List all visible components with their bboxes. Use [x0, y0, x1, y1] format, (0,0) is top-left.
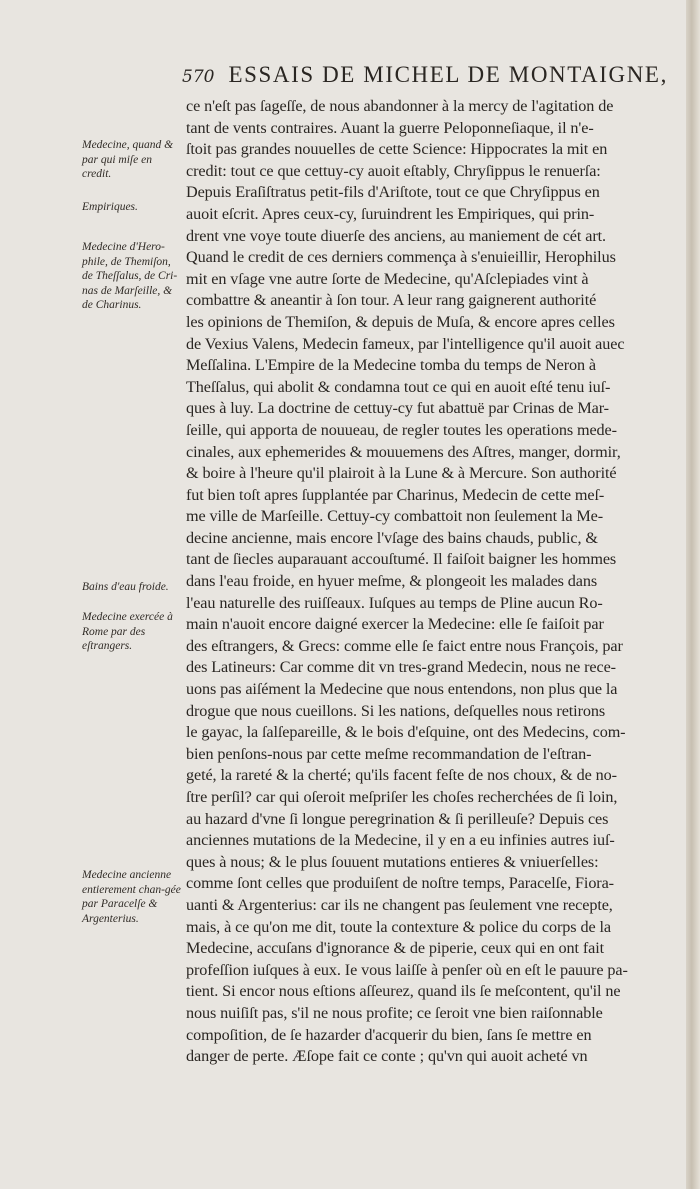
text-line: ce n'eſt pas ſageſſe, de nous abandonner à la mercy de l'agitation de — [186, 97, 614, 115]
text-line: drogue que nous cueillons. Si les nations, deſquelles nous retirons — [186, 701, 606, 720]
text-line: main n'auoit encore daigné exercer la Medecine: elle ſe faiſoit par — [186, 615, 604, 634]
text-line: les opinions de Themiſon, & depuis de Muſa, & encore apres celles — [186, 312, 615, 331]
text-line: tant de vents contraires. Auant la guerre Peloponneſiaque, il n'e- — [186, 118, 594, 137]
margin-note-medecine-herophile: Medecine d'Hero-phile, de Themiſon, de Theſſalus, de Cri-nas de Marſeille, & de Charinus. — [82, 241, 178, 312]
text-line: drent vne voye toute diuerſe des anciens, au maniement de cét art. — [186, 226, 606, 245]
text-line: Meſſalina. L'Empire de la Medecine tomba du temps de Neron à — [186, 356, 597, 375]
margin-note-paracelse: Medecine ancienne entierement chan-gée par Paracelſe & Argenterius. — [82, 869, 181, 925]
text-line: des Latineurs: Car comme dit vn tres-grand Medecin, nous ne rece- — [186, 658, 616, 677]
text-line: mais, à ce qu'on me dit, toute la contexture & police du corps de la — [186, 917, 611, 936]
text-line: auoit eſcrit. Apres ceux-cy, ſuruindrent les Empiriques, qui prin- — [186, 204, 595, 223]
text-line: uons pas aiſément la Medecine que nous entendons, non plus que la — [186, 680, 618, 699]
text-line: Medecine, accuſans d'ignorance & de piperie, ceux qui en ont fait — [186, 939, 605, 958]
text-line: & boire à l'heure qu'il plairoit à la Lune & à Mercure. Son authorité — [186, 464, 617, 483]
text-line: dans l'eau froide, en hyuer meſme, & plongeoit les malades dans — [186, 572, 598, 591]
text-line: bien penſons-nous par cette meſme recommandation de l'eſtran- — [186, 744, 592, 763]
text-line: ſtre perſil? car qui oſeroit meſpriſer les choſes recherchées de ſi loin, — [186, 788, 618, 806]
margin-note-bains-froide: Bains d'eau froide. — [82, 581, 169, 593]
text-line: danger de perte. Æſope fait ce conte ; qu'vn qui auoit acheté vn — [186, 1047, 588, 1066]
margin-note-medecine-credit: Medecine, quand & par qui miſe en credit. — [82, 139, 174, 181]
text-line: nous nuiſiſt pas, s'il ne nous profite; ce ſeroit vne bien raiſonnable — [186, 1003, 603, 1022]
text-line: combattre & aneantir à ſon tour. A leur rang gaignerent authorité — [186, 291, 597, 310]
text-line: ſtoit pas grandes nouuelles de cette Science: Hippocrates la mit en — [186, 140, 608, 159]
text-line: des eſtrangers, & Grecs: comme elle ſe faict entre nous François, par — [186, 636, 623, 655]
text-line: comme ſont celles que produiſent de noſtre temps, Paracelſe, Fiora- — [186, 874, 614, 893]
text-line: compoſition, de ſe hazarder d'acquerir du bien, ſans ſe mettre en — [186, 1025, 592, 1044]
text-line: mit en vſage vne autre ſorte de Medecine, qu'Aſclepiades vint à — [186, 269, 589, 288]
text-line: Quand le credit de ces derniers commença à s'enuieillir, Herophilus — [186, 248, 616, 267]
page-edge — [686, 0, 700, 1189]
text-line: ques à nous; & le plus ſouuent mutations entieres & vniuerſelles: — [186, 852, 599, 871]
text-line: me ville de Marſeille. Cettuy-cy combattoit non ſeulement la Me- — [186, 507, 604, 526]
text-line: au hazard d'vne ſi longue peregrination & ſi perilleuſe? Depuis ces — [186, 809, 609, 828]
text-line: l'eau naturelle des ruiſſeaux. Iuſques au temps de Pline aucun Ro- — [186, 593, 603, 612]
text-line: credit: tout ce que cettuy-cy auoit eſtably, Chryſippus le renuerſa: — [186, 161, 601, 180]
text-line: ſeille, qui apporta de nouueau, de regler toutes les operations mede- — [186, 420, 617, 439]
text-line: Depuis Eraſiſtratus petit-fils d'Ariſtote, tout ce que Chryſippus en — [186, 183, 600, 202]
text-line: fut bien toſt apres ſupplantée par Charinus, Medecin de cette meſ- — [186, 485, 605, 504]
text-line: profeſſion iuſques à eux. Ie vous laiſſe à penſer où en eſt le pauure pa- — [186, 960, 628, 979]
page-number: 570 — [182, 67, 215, 87]
text-line: ques à luy. La doctrine de cettuy-cy fut abattuë par Crinas de Mar- — [186, 399, 609, 418]
text-line: uanti & Argenterius: car ils ne changent pas ſeulement vne recepte, — [186, 895, 613, 914]
margin-note-medecine-rome: Medecine exercée à Rome par des eſtrangers. — [82, 611, 173, 653]
main-text-block — [186, 96, 678, 1068]
running-title: ESSAIS DE MICHEL DE MONTAIGNE, — [228, 62, 668, 87]
text-line: tient. Si encor nous eſtions aſſeurez, quand ils ſe meſcontent, qu'il ne — [186, 982, 621, 1001]
text-line: de Vexius Valens, Medecin fameux, par l'intelligence qu'il auoit auec — [186, 334, 625, 353]
text-line: cinales, aux ephemerides & mouuemens des Aſtres, manger, dormir, — [186, 442, 621, 461]
text-line: le gayac, la ſalſepareille, & le bois d'eſquine, ont des Medecins, com- — [186, 723, 626, 742]
text-line: geté, la rareté & la cherté; qu'ils facent feſte de nos choux, & de no- — [186, 766, 617, 785]
running-header — [182, 62, 682, 92]
text-line: Theſſalus, qui abolit & condamna tout ce qui en auoit eſté tenu iuſ- — [186, 377, 611, 396]
text-line: tant de ſiecles auparauant accouſtumé. Il faiſoit baigner les hommes — [186, 550, 617, 569]
text-line: anciennes mutations de la Medecine, il y en a eu infinies autres iuſ- — [186, 831, 615, 850]
text-line: decine ancienne, mais encore l'vſage des bains chauds, public, & — [186, 528, 598, 547]
margin-note-empiriques: Empiriques. — [82, 201, 138, 213]
